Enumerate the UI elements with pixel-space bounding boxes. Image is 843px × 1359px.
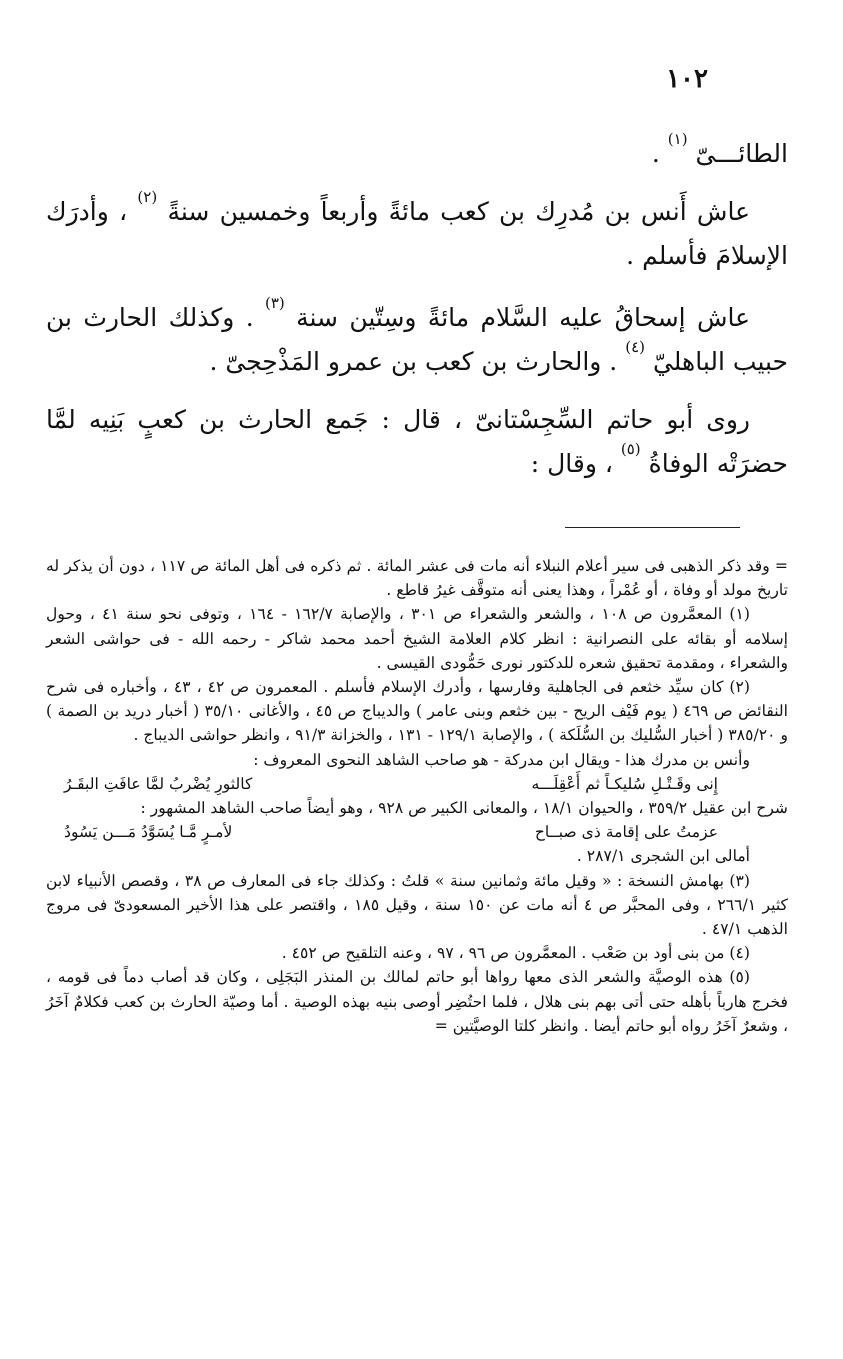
footnote-3: (٣) بهامش النسخة : « وقيل مائة وثمانين سنة » قلتُ : وكذلك جاء فى المعارف ص ٣٨ ، وقصص الأنبياء لابن كثير ٢٦٦/١ ، وفى المحبَّر ص ٤ أنه مات عن ١٥٠ سنة ، وقيل ١٨٥ ، واقتصر على هذا الأخير المسعودىّ فى مروج الذهب ٤٧/١ .	[46, 871, 788, 939]
text-segment: روى أبو حاتم السِّجِسْتانىّ ، قال : جَمع الحارث بن كعبٍ بَنِيه لمَّا حضرَتْه الوفاةُ	[46, 405, 788, 478]
footnote-5: (٥) هذه الوصيَّة والشعر الذى معها رواها أبو حاتم لمالك بن المنذر البَجَلِى ، وكان قد أصاب دماً فى قومه ، فخرج هارباً بأهله حتى أتى بهم بنى هلال ، فلما احتُضِر أوصى بنيه بهذه الوصية . أما وصيّة الحارث بن كعب فكلامٌ آخَرُ ، وشعرٌ آخَرُ رواه أبو حاتم أيضا . وانظر كلتا الوصيَّتين =	[46, 968, 788, 1035]
text-segment: . وكذلك الحارث بن حبيب الباهليّ	[46, 303, 788, 376]
footnote-4: (٤) من بنى أود بن صَعْب . المعمَّرون ص ٩٦ ، ٩٧ ، وعنه التلقيح ص ٤٥٢ .	[281, 944, 750, 963]
text-segment: الطائـــىّ	[695, 139, 788, 168]
text-segment: عاش إسحاقُ عليه السَّلام مائةً وسِتّين سنة	[296, 303, 750, 332]
footnote-ref-4: (٤)	[625, 338, 645, 356]
footnote-2-source: شرح ابن عقيل ٣٥٩/٢ ، والحيوان ١٨/١ ، والمعانى الكبير ص ٩٢٨ ، وهو أيضاً صاحب الشاهد المشهور :	[140, 799, 788, 818]
footnote-1: (١) المعمَّرون ص ١٠٨ ، والشعر والشعراء ص ٣٠١ ، والإصابة ١٦٢/٧ - ١٦٤ ، وتوفى نحو سنة ٤١ ، وحول إسلامه أو بقائه على النصرانية : انظر كلام العلامة الشيخ أحمد محمد شاكر - رحمه الله - فى حواشى الشعر والشعراء ، ومقدمة تحقيق شعره للدكتور نورى حَمُّودى القيسى .	[46, 605, 788, 672]
paragraph-1	[46, 190, 788, 278]
text-segment: عاش أَنس بن مُدرِك بن كعب مائةً وأربعاً وخمسين سنةً	[167, 197, 750, 226]
paragraph-0	[46, 132, 788, 176]
footnote-ref-1: (١)	[667, 130, 688, 148]
verse-2-first-hemistich: عزمتُ على إقامة ذى صبــاح	[534, 823, 718, 842]
text-segment: ، وأدرَك الإسلامَ فأسلم .	[46, 197, 788, 270]
verse-2-second-hemistich: لأمـرٍ مَّـا يُسَوَّدُ مَـــن يَسُودُ	[64, 823, 233, 842]
footnote-ref-3: (٣)	[264, 294, 285, 312]
footnotes	[46, 554, 788, 1038]
verse-1-second-hemistich: كالثورِ يُضْربُ لمَّا عافَتِ البقَـرُ	[64, 774, 253, 793]
paragraph-2	[46, 296, 788, 384]
verse-1	[46, 772, 788, 796]
text-segment: .	[651, 139, 660, 168]
main-text	[46, 132, 788, 176]
footnote-ref-2: (٢)	[137, 188, 158, 206]
footnote-ref-5: (٥)	[620, 440, 641, 458]
verse-1-first-hemistich: إِنى وقَـتْـلِ سُليكـاً ثم أَعْقِلَـــه	[531, 774, 718, 793]
footnote-continued: = وقد ذكر الذهبى فى سير أعلام النبلاء أنه مات فى عشر المائة . ثم ذكره فى أهل المائة ص ١١٧ ، دون أن يذكر له تاريخ مولد أو وفاة ، أو عُمْراً ، وهذا يعنى أنه متوقَّف غيرُ قاطع .	[46, 557, 788, 600]
footnote-2: (٢) كان سيِّد خثعم فى الجاهلية وفارسها ، وأدرك الإسلام فأسلم . المعمرون ص ٤٢ ، ٤٣ ، وأخباره فى شرح النقائض ص ٤٦٩ ( يوم فَيْف الريح - بين خثعم وبنى عامر ) والديباج ص ٤٥ ، والأغانى ٣٥/١٠ ( أخبار دريد بن الصمة ) و ٣٨٥/٢٠ ( أخبار السُّليك بن السُّلَكة ) ، والإصابة ١٢٩/١ - ١٣١ ، والخزانة ٩١/٣ ، وانظر حواشى الديباج .	[46, 678, 788, 745]
text-segment: . والحارث بن كعب بن عمرو المَذْحِجىّ .	[209, 347, 618, 376]
footnote-2-source-2: أمالى ابن الشجرى ٢٨٧/١ .	[576, 847, 750, 866]
verse-2	[46, 820, 788, 844]
paragraph-3	[46, 398, 788, 486]
text-segment: ، وقال :	[530, 449, 613, 478]
footnote-separator	[565, 527, 740, 528]
footnote-2-note: وأنس بن مدرك هذا - ويقال ابن مدركة - هو صاحب الشاهد النحوى المعروف :	[253, 750, 750, 769]
page-number: ١٠٢	[666, 64, 708, 94]
